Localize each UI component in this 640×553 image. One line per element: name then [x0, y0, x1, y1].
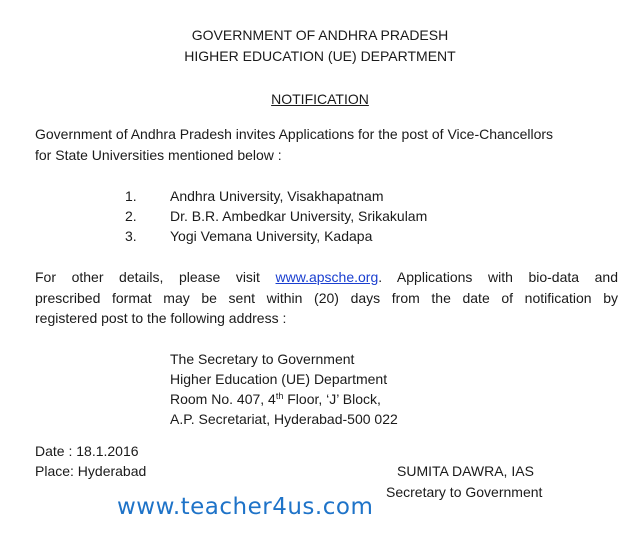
header-department: HIGHER EDUCATION (UE) DEPARTMENT — [184, 48, 456, 64]
apsche-link-text[interactable]: www.apsche.org — [275, 269, 379, 285]
signatory-title: Secretary to Government — [386, 484, 543, 500]
details-prefix: For other details, please visit — [35, 269, 260, 285]
list-item-number: 2. — [125, 208, 137, 224]
details-line-1 — [35, 270, 618, 284]
notification-date: Date : 18.1.2016 — [35, 443, 139, 459]
address-room: Room No. 407, 4 — [170, 391, 276, 407]
watermark-text: www.teacher4us.com — [117, 494, 374, 520]
list-item-number: 1. — [125, 188, 137, 204]
address-floor-block: Floor, ‘J’ Block, — [283, 391, 381, 407]
address-line-4: A.P. Secretariat, Hyderabad-500 022 — [170, 411, 398, 427]
notification-title-wrap — [0, 92, 640, 106]
address-floor-suffix: th — [275, 391, 284, 401]
details-suffix: . Applications with bio-data and — [378, 269, 618, 285]
signatory-name: SUMITA DAWRA, IAS — [397, 463, 534, 479]
address-line-3 — [170, 392, 381, 406]
list-item: Andhra University, Visakhapatnam — [170, 188, 384, 204]
notification-place: Place: Hyderabad — [35, 463, 147, 479]
intro-line-2: for State Universities mentioned below : — [35, 147, 282, 163]
apsche-link[interactable] — [276, 269, 618, 285]
header-government: GOVERNMENT OF ANDHRA PRADESH — [191, 27, 449, 43]
details-line-2: prescribed format may be sent within (20) days from the date of notification by — [35, 290, 618, 306]
notification-title: NOTIFICATION — [271, 91, 369, 107]
list-item: Dr. B.R. Ambedkar University, Srikakulam — [170, 208, 428, 224]
address-line-2: Higher Education (UE) Department — [170, 371, 388, 387]
intro-line-1: Government of Andhra Pradesh invites Applications for the post of Vice-Chancellors — [35, 126, 554, 142]
list-item-number: 3. — [125, 228, 137, 244]
details-line-3: registered post to the following address : — [35, 310, 287, 326]
address-line-1: The Secretary to Government — [170, 351, 355, 367]
list-item: Yogi Vemana University, Kadapa — [170, 228, 373, 244]
